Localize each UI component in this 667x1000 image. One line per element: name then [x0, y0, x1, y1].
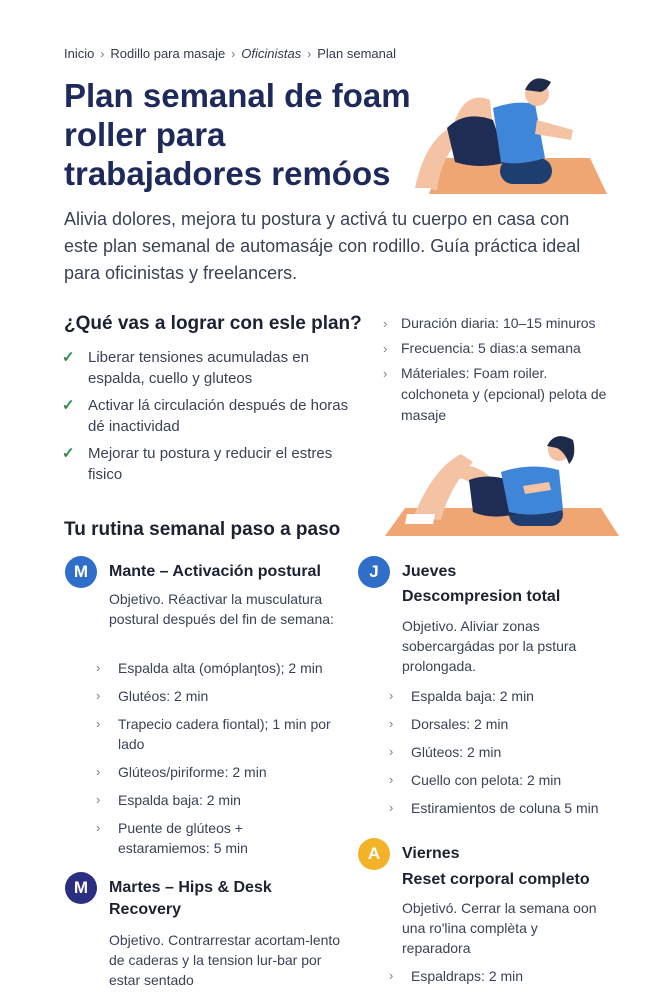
list-item	[96, 818, 356, 858]
exercise-text: Espaldraps: 2 min	[411, 968, 524, 984]
chevron-right-icon: ›	[389, 688, 394, 703]
list-item	[389, 742, 639, 762]
exercise-text: Trapecio cadera fiontal); 1 min por lado	[118, 716, 331, 752]
day-card-tuesday	[65, 872, 355, 1000]
exercise-text: Espalda alta (omóplaƞtos); 2 min	[118, 660, 323, 676]
chevron-right-icon: ›	[307, 46, 312, 61]
list-item	[383, 313, 613, 334]
list-item	[383, 363, 613, 426]
exercise-list	[389, 966, 639, 986]
exercise-text: Glúteos/piriforme: 2 min	[118, 764, 267, 780]
list-item	[96, 714, 356, 754]
day-subtitle: Descompresion total	[402, 588, 561, 605]
check-icon: ✓	[62, 397, 75, 414]
list-item	[389, 966, 639, 986]
info-frequency: Frecuencia: 5 dias:a semana	[401, 340, 581, 356]
list-item	[96, 686, 356, 706]
list-item	[96, 762, 356, 782]
list-item	[62, 443, 352, 485]
chevron-right-icon: ›	[96, 688, 101, 703]
chevron-right-icon: ›	[389, 800, 394, 815]
person-foam-roller-illustration	[383, 428, 621, 546]
goals-title: ¿Qué vas a lograr con esle plan?	[64, 313, 362, 334]
goal-text: Liberar tensiones acumuladas en espalda, cuello y gluteos	[88, 349, 309, 387]
chevron-right-icon: ›	[383, 341, 388, 356]
info-duration: Duración diaria: 10–15 minuros	[401, 315, 596, 331]
page-title: Plan semanal de foam roller para trabajadores remóos	[64, 77, 411, 192]
exercise-text: Cuello con pelota: 2 min	[411, 772, 562, 788]
chevron-right-icon: ›	[389, 772, 394, 787]
person-foam-roller-illustration	[395, 70, 615, 200]
check-icon: ✓	[62, 349, 75, 366]
chevron-right-icon: ›	[96, 792, 101, 807]
exercise-text: Estiramientos de coluna 5 min	[411, 800, 599, 816]
day-badge: M	[65, 556, 97, 588]
list-item	[62, 395, 352, 437]
day-objective: Objetivo. Réactivar la musculatura postural después del fin de semana:	[109, 591, 334, 627]
chevron-right-icon: ›	[383, 366, 388, 381]
routine-title: Tu rutina semanal paso a paso	[64, 519, 341, 540]
goals-list	[62, 347, 352, 491]
list-item	[96, 658, 356, 678]
chevron-right-icon: ›	[383, 316, 388, 331]
chevron-right-icon: ›	[389, 968, 394, 983]
list-item	[389, 686, 639, 706]
day-objective: Objetivó. Cerrar la semana oon una ro'lina complèta y reparadora	[402, 900, 597, 956]
day-badge: A	[358, 838, 390, 870]
day-card-monday	[65, 556, 355, 856]
day-title: Martes – Hips & Desk Recovery	[109, 879, 272, 918]
chevron-right-icon: ›	[96, 820, 101, 835]
goal-text: Activar lá circulación después de horas dé inactividad	[88, 397, 349, 435]
day-title: Viernes	[402, 845, 460, 862]
exercise-text: Glúteos: 2 min	[411, 744, 502, 760]
exercise-list	[389, 686, 639, 826]
day-objective: Objetivo. Contrarrestar acortam-lento de caderas y la tension lur-bar por estar sentado	[109, 932, 341, 988]
list-item	[389, 714, 639, 734]
list-item	[389, 770, 639, 790]
list-item	[383, 338, 613, 359]
plan-info-list	[383, 313, 613, 430]
breadcrumb-current: Plan semanal	[317, 46, 397, 61]
exercise-text: Dorsales: 2 min	[411, 716, 509, 732]
info-materials: Máteriales: Foam roiler. colchoneta y (epcional) pelota de masaje	[401, 365, 607, 423]
day-subtitle: Reset corporal completo	[402, 871, 590, 888]
chevron-right-icon: ›	[96, 716, 101, 731]
exercise-text: Puente de glúteos + estaramiemos: 5 min	[118, 820, 248, 856]
goal-text: Mejorar tu postura y reducir el estres fisico	[88, 445, 333, 483]
check-icon: ✓	[62, 445, 75, 462]
exercise-text: Espalda baja: 2 min	[118, 792, 241, 808]
intro-text: Alivia dolores, mejora tu postura y activá tu cuerpo en casa con este plan semanal de automasáje con rodillo. Guía práctica ideal para oficinistas y freelancers.	[64, 209, 581, 283]
day-badge: J	[358, 556, 390, 588]
breadcrumb	[64, 46, 396, 61]
breadcrumb-home[interactable]: Inicio	[64, 46, 95, 61]
list-item	[96, 790, 356, 810]
exercise-list	[96, 658, 356, 866]
chevron-right-icon: ›	[96, 660, 101, 675]
breadcrumb-rodillo[interactable]: Rodillo para masaje	[110, 46, 226, 61]
chevron-right-icon: ›	[96, 764, 101, 779]
chevron-right-icon: ›	[100, 46, 105, 61]
day-title: Jueves	[402, 563, 457, 580]
exercise-text: Espalda baja: 2 min	[411, 688, 534, 704]
day-objective: Objetivo. Aliviar zonas sobercargádas por la pstura prolongada.	[402, 618, 577, 674]
breadcrumb-oficinistas[interactable]: Oficinistas	[241, 46, 302, 61]
exercise-text: Glutéos: 2 min	[118, 688, 209, 704]
day-badge: M	[65, 872, 97, 904]
list-item	[389, 798, 639, 818]
chevron-right-icon: ›	[389, 716, 394, 731]
chevron-right-icon: ›	[389, 744, 394, 759]
day-card-friday	[358, 838, 638, 1000]
day-card-thursday	[358, 556, 638, 826]
chevron-right-icon: ›	[231, 46, 236, 61]
list-item	[62, 347, 352, 389]
day-title: Mante – Activación postural	[109, 563, 321, 580]
